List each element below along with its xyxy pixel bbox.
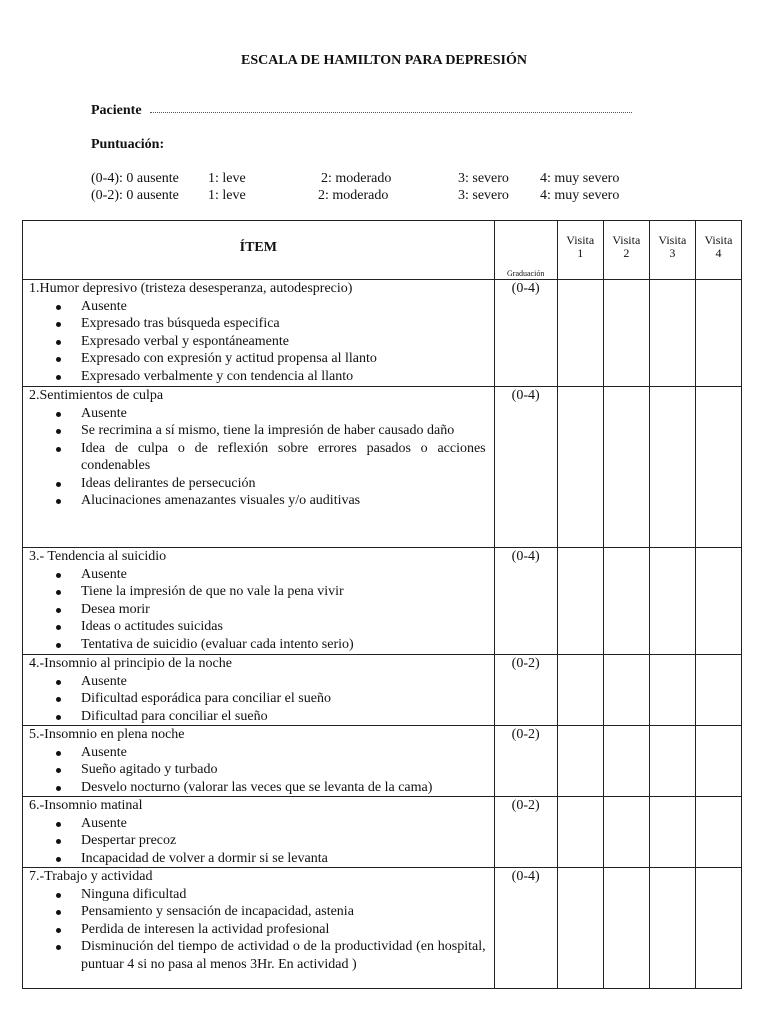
item-cell <box>23 726 495 797</box>
item-option: Tiene la impresión de que no vale la pena vivir <box>29 583 486 601</box>
item-cell <box>23 387 495 548</box>
table-row <box>23 387 742 548</box>
item-title: 6.-Insomnio matinal <box>29 798 143 813</box>
table-row <box>23 726 742 797</box>
visit-number: 2 <box>623 246 630 260</box>
grading-header-label: Graduación <box>507 269 545 278</box>
visit-2-score-cell[interactable] <box>603 726 649 797</box>
item-column-header: ÍTEM <box>23 221 495 280</box>
patient-dotted-line[interactable] <box>150 112 632 113</box>
item-option: Expresado con expresión y actitud propensa al llanto <box>29 350 486 368</box>
hamilton-items-table <box>22 220 742 989</box>
score-label: Puntuación: <box>91 137 165 152</box>
visit-2-score-cell[interactable] <box>603 868 649 989</box>
table-body <box>23 280 742 989</box>
item-option: Incapacidad de volver a dormir si se levanta <box>29 850 486 868</box>
scale-level-4: 4: muy severo <box>540 171 620 186</box>
item-title: 7.-Trabajo y actividad <box>29 869 153 884</box>
visit-label: Visita <box>658 233 687 247</box>
item-option: Ausente <box>29 815 486 833</box>
visit-3-score-cell[interactable] <box>649 548 695 655</box>
scale-level-3: 3: severo <box>458 171 509 186</box>
item-option: Despertar precoz <box>29 832 486 850</box>
item-options-list <box>29 405 486 510</box>
scale-range: (0-2): 0 ausente <box>91 188 179 203</box>
grading-column-header <box>494 221 557 280</box>
table-header-row <box>23 221 742 280</box>
item-option: Idea de culpa o de reflexión sobre errores pasados o acciones condenables <box>29 440 486 475</box>
visit-1-score-cell[interactable] <box>557 280 603 387</box>
table-row <box>23 280 742 387</box>
item-option: Dificultad esporádica para conciliar el sueño <box>29 690 486 708</box>
visit-1-score-cell[interactable] <box>557 655 603 726</box>
visit-label: Visita <box>612 233 641 247</box>
patient-field <box>91 102 142 120</box>
item-option: Ninguna dificultad <box>29 886 486 904</box>
item-cell <box>23 868 495 989</box>
grading-cell: (0-2) <box>494 655 557 726</box>
visit-label: Visita <box>704 233 733 247</box>
item-options-list <box>29 298 486 386</box>
scale-level-4: 4: muy severo <box>540 188 620 203</box>
item-option: Sueño agitado y turbado <box>29 761 486 779</box>
patient-label: Paciente <box>91 103 142 118</box>
grading-cell: (0-4) <box>494 387 557 548</box>
item-option: Ideas delirantes de persecución <box>29 475 486 493</box>
scale-level-1: 1: leve <box>208 171 246 186</box>
item-option: Dificultad para conciliar el sueño <box>29 708 486 726</box>
visit-1-score-cell[interactable] <box>557 387 603 548</box>
visit-4-score-cell[interactable] <box>695 280 741 387</box>
document-title: ESCALA DE HAMILTON PARA DEPRESIÓN <box>240 53 528 68</box>
item-cell <box>23 655 495 726</box>
visit-2-score-cell[interactable] <box>603 548 649 655</box>
item-title: 2.Sentimientos de culpa <box>29 388 164 403</box>
item-options-list <box>29 673 486 726</box>
visit-1-score-cell[interactable] <box>557 797 603 868</box>
visit-1-score-cell[interactable] <box>557 726 603 797</box>
visit-number: 4 <box>715 246 722 260</box>
item-option: Expresado verbal y espontáneamente <box>29 333 486 351</box>
visit-4-header <box>695 221 741 280</box>
visit-number: 3 <box>669 246 676 260</box>
item-option: Alucinaciones amenazantes visuales y/o auditivas <box>29 492 486 510</box>
item-cell <box>23 797 495 868</box>
visit-3-score-cell[interactable] <box>649 280 695 387</box>
visit-3-score-cell[interactable] <box>649 726 695 797</box>
scale-level-2: 2: moderado <box>321 171 392 186</box>
scale-level-3: 3: severo <box>458 188 509 203</box>
scale-level-1: 1: leve <box>208 188 246 203</box>
scale-range: (0-4): 0 ausente <box>91 171 179 186</box>
scale-level-2: 2: moderado <box>318 188 389 203</box>
grading-cell: (0-2) <box>494 797 557 868</box>
visit-2-score-cell[interactable] <box>603 797 649 868</box>
item-title: 4.-Insomnio al principio de la noche <box>29 656 232 671</box>
visit-2-score-cell[interactable] <box>603 280 649 387</box>
visit-4-score-cell[interactable] <box>695 387 741 548</box>
item-cell <box>23 548 495 655</box>
visit-number: 1 <box>577 246 584 260</box>
item-option: Ausente <box>29 744 486 762</box>
item-options-list <box>29 886 486 974</box>
item-option: Desea morir <box>29 601 486 619</box>
visit-2-header <box>603 221 649 280</box>
visit-2-score-cell[interactable] <box>603 655 649 726</box>
visit-label: Visita <box>566 233 595 247</box>
visit-1-score-cell[interactable] <box>557 548 603 655</box>
item-option: Pensamiento y sensación de incapacidad, astenia <box>29 903 486 921</box>
item-options-list <box>29 566 486 654</box>
grading-cell: (0-4) <box>494 280 557 387</box>
grading-cell: (0-4) <box>494 868 557 989</box>
item-options-list <box>29 744 486 797</box>
visit-1-header <box>557 221 603 280</box>
item-title: 1.Humor depresivo (tristeza desesperanza, autodesprecio) <box>29 281 353 296</box>
visit-3-score-cell[interactable] <box>649 868 695 989</box>
visit-4-score-cell[interactable] <box>695 655 741 726</box>
item-option: Expresado tras búsqueda especifica <box>29 315 486 333</box>
item-option: Ideas o actitudes suicidas <box>29 618 486 636</box>
table-row <box>23 797 742 868</box>
table-row <box>23 548 742 655</box>
visit-4-score-cell[interactable] <box>695 726 741 797</box>
visit-1-score-cell[interactable] <box>557 868 603 989</box>
item-option: Ausente <box>29 566 486 584</box>
visit-4-score-cell[interactable] <box>695 797 741 868</box>
table-row <box>23 868 742 989</box>
visit-2-score-cell[interactable] <box>603 387 649 548</box>
item-option: Se recrimina a sí mismo, tiene la impresión de haber causado daño <box>29 422 486 440</box>
item-title: 3.- Tendencia al suicidio <box>29 549 167 564</box>
visit-3-header <box>649 221 695 280</box>
item-cell <box>23 280 495 387</box>
visit-4-score-cell[interactable] <box>695 548 741 655</box>
table-row <box>23 655 742 726</box>
item-options-list <box>29 815 486 868</box>
visit-3-score-cell[interactable] <box>649 655 695 726</box>
item-option: Disminución del tiempo de actividad o de la productividad (en hospital, puntuar 4 si no pasa al menos 3Hr. En actividad ) <box>29 938 486 973</box>
item-option: Ausente <box>29 298 486 316</box>
item-option: Perdida de interesen la actividad profesional <box>29 921 486 939</box>
grading-cell: (0-2) <box>494 726 557 797</box>
item-option: Ausente <box>29 673 486 691</box>
visit-4-score-cell[interactable] <box>695 868 741 989</box>
visit-3-score-cell[interactable] <box>649 797 695 868</box>
item-option: Expresado verbalmente y con tendencia al llanto <box>29 368 486 386</box>
item-option: Ausente <box>29 405 486 423</box>
item-option: Tentativa de suicidio (evaluar cada intento serio) <box>29 636 486 654</box>
visit-3-score-cell[interactable] <box>649 387 695 548</box>
item-option: Desvelo nocturno (valorar las veces que se levanta de la cama) <box>29 779 486 797</box>
item-title: 5.-Insomnio en plena noche <box>29 727 185 742</box>
grading-cell: (0-4) <box>494 548 557 655</box>
